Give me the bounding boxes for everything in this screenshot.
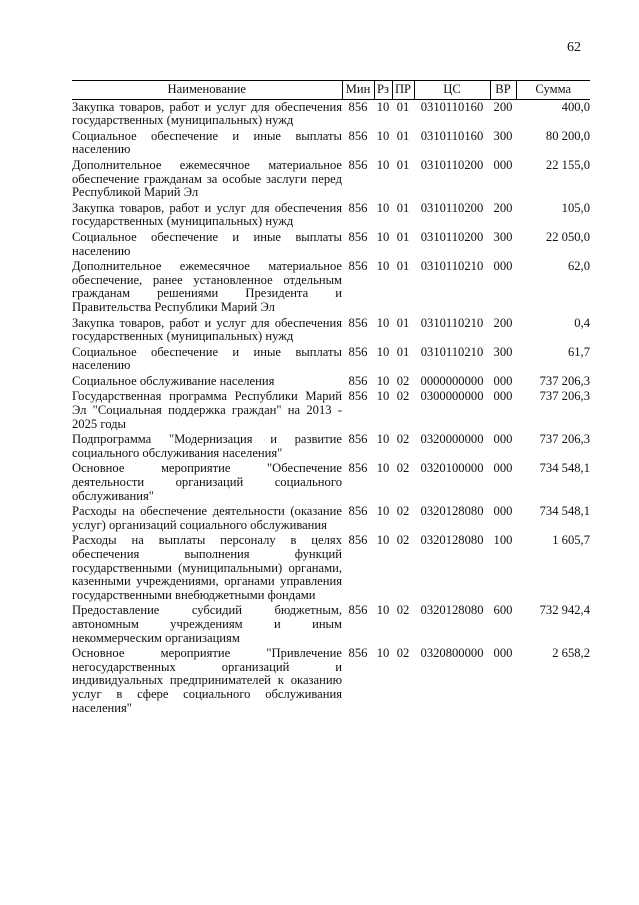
cell-vr: 000 [493,389,513,404]
table-row [72,432,590,461]
cell-min: 856 [348,315,368,330]
cell-name: Закупка товаров, работ и услуг для обеспечения государственных (муниципальных) нужд [72,99,342,128]
table-body [72,99,590,716]
cell-sum: 22 050,0 [545,229,590,244]
cell-cs: 0000000000 [420,373,484,388]
cell-vr: 000 [493,504,513,519]
cell-min: 856 [348,461,368,476]
cell-vr: 000 [493,373,513,388]
cell-min: 856 [348,389,368,404]
cell-sum: 22 155,0 [545,157,590,172]
cell-rz: 10 [376,533,390,548]
cell-vr: 200 [493,99,513,114]
cell-sum: 734 548,1 [539,504,590,519]
cell-cs: 0310110210 [420,344,484,359]
cell-rz: 10 [376,603,390,618]
cell-cs: 0320128080 [420,533,484,548]
cell-cs: 0320100000 [420,461,484,476]
cell-cs: 0320800000 [420,646,484,661]
table-row [72,201,590,230]
table-row [72,533,590,603]
cell-min: 856 [348,533,368,548]
cell-sum: 737 206,3 [539,432,590,447]
cell-rz: 10 [376,344,390,359]
cell-cs: 0310110210 [420,315,484,330]
cell-pr: 01 [396,315,410,330]
table-row [72,230,590,259]
cell-name: Расходы на обеспечение деятельности (оказание услуг) организаций социального обслуживания [72,504,342,532]
cell-rz: 10 [376,315,390,330]
cell-name: Государственная программа Республики Марий Эл "Социальная поддержка граждан" на 2013 - 2025 годы [72,389,342,431]
header-vr: ВР [490,81,516,100]
cell-name: Социальное обеспечение и иные выплаты населению [72,344,342,373]
cell-pr: 01 [396,259,410,274]
cell-name: Расходы на выплаты персоналу в целях обеспечения выполнения функций государственными (муниципальными) органами, казенными учреждениями, органами управления государственными внебюджетными фондами [72,533,342,602]
table-row [72,389,590,432]
table-row [72,461,590,504]
cell-vr: 200 [493,200,513,215]
cell-name: Социальное обеспечение и иные выплаты населению [72,229,342,258]
cell-rz: 10 [376,432,390,447]
cell-min: 856 [348,504,368,519]
cell-name: Дополнительное ежемесячное материальное обеспечение гражданам за особые заслуги перед Республикой Марий Эл [72,157,342,200]
table-row [72,129,590,158]
cell-rz: 10 [376,259,390,274]
table-row [72,259,590,315]
cell-min: 856 [348,157,368,172]
cell-cs: 0310110200 [420,229,484,244]
table-row [72,603,590,646]
cell-rz: 10 [376,389,390,404]
cell-cs: 0310110160 [420,99,484,114]
cell-sum: 737 206,3 [539,373,590,388]
cell-sum: 737 206,3 [539,389,590,404]
cell-cs: 0320128080 [420,504,484,519]
cell-rz: 10 [376,200,390,215]
cell-sum: 61,7 [567,344,590,359]
cell-name: Закупка товаров, работ и услуг для обеспечения государственных (муниципальных) нужд [72,200,342,229]
cell-min: 856 [348,128,368,143]
cell-name: Предоставление субсидий бюджетным, автономным учреждениям и иным некоммерческим организациям [72,603,342,645]
cell-name: Социальное обеспечение и иные выплаты населению [72,128,342,157]
cell-sum: 62,0 [567,259,590,274]
cell-min: 856 [348,432,368,447]
cell-vr: 000 [493,646,513,661]
cell-min: 856 [348,99,368,114]
cell-min: 856 [348,373,368,388]
cell-cs: 0320128080 [420,603,484,618]
cell-pr: 02 [396,389,410,404]
cell-vr: 000 [493,157,513,172]
cell-rz: 10 [376,504,390,519]
cell-min: 856 [348,603,368,618]
cell-sum: 1 605,7 [552,533,590,548]
cell-sum: 2 658,2 [552,646,590,661]
cell-pr: 02 [396,461,410,476]
cell-pr: 01 [396,229,410,244]
cell-pr: 01 [396,157,410,172]
cell-rz: 10 [376,128,390,143]
cell-sum: 80 200,0 [545,128,590,143]
cell-min: 856 [348,229,368,244]
cell-vr: 000 [493,432,513,447]
cell-pr: 02 [396,373,410,388]
cell-sum: 734 548,1 [539,461,590,476]
header-min: Мин [342,81,374,100]
cell-sum: 0,4 [574,315,590,330]
cell-pr: 02 [396,603,410,618]
table-row [72,646,590,716]
header-cs: ЦС [414,81,490,100]
table-row [72,504,590,533]
table-header [72,81,590,100]
header-pr: ПР [392,81,414,100]
table-row [72,99,590,129]
cell-vr: 300 [493,128,513,143]
cell-min: 856 [348,646,368,661]
cell-name: Закупка товаров, работ и услуг для обеспечения государственных (муниципальных) нужд [72,315,342,344]
cell-vr: 300 [493,344,513,359]
cell-pr: 01 [396,200,410,215]
cell-rz: 10 [376,373,390,388]
cell-vr: 100 [493,533,513,548]
cell-name: Основное мероприятие "Привлечение негосударственных организаций и индивидуальных предпринимателей к оказанию услуг в сфере социального обслуживания населения" [72,646,342,715]
cell-rz: 10 [376,99,390,114]
cell-name: Социальное обслуживание населения [72,373,275,388]
cell-sum: 400,0 [561,99,590,114]
cell-pr: 02 [396,533,410,548]
cell-name: Дополнительное ежемесячное материальное обеспечение, ранее установленное отдельным гражданам решениями Президента и Правительства Республики Марий Эл [72,259,342,314]
cell-vr: 200 [493,315,513,330]
cell-pr: 01 [396,128,410,143]
cell-vr: 000 [493,259,513,274]
cell-rz: 10 [376,461,390,476]
cell-rz: 10 [376,646,390,661]
cell-min: 856 [348,200,368,215]
cell-pr: 01 [396,344,410,359]
table-row [72,345,590,374]
cell-cs: 0320000000 [420,432,484,447]
budget-table [72,80,590,716]
cell-min: 856 [348,259,368,274]
cell-rz: 10 [376,229,390,244]
cell-name: Подпрограмма "Модернизация и развитие социального обслуживания населения" [72,432,342,460]
cell-name: Основное мероприятие "Обеспечение деятельности организаций социального обслуживания" [72,461,342,503]
cell-cs: 0310110200 [420,157,484,172]
cell-min: 856 [348,344,368,359]
cell-cs: 0310110210 [420,259,484,274]
cell-sum: 732 942,4 [539,603,590,618]
cell-pr: 02 [396,432,410,447]
cell-cs: 0310110160 [420,128,484,143]
cell-cs: 0300000000 [420,389,484,404]
header-sum: Сумма [516,81,590,100]
cell-pr: 02 [396,646,410,661]
table-row [72,374,590,390]
cell-vr: 300 [493,229,513,244]
cell-rz: 10 [376,157,390,172]
table-row [72,316,590,345]
cell-pr: 01 [396,99,410,114]
header-name: Наименование [72,81,342,100]
page-number: 62 [567,40,581,55]
cell-vr: 600 [493,603,513,618]
cell-sum: 105,0 [561,200,590,215]
table-row [72,158,590,201]
header-rz: Рз [374,81,392,100]
cell-cs: 0310110200 [420,200,484,215]
cell-vr: 000 [493,461,513,476]
cell-pr: 02 [396,504,410,519]
